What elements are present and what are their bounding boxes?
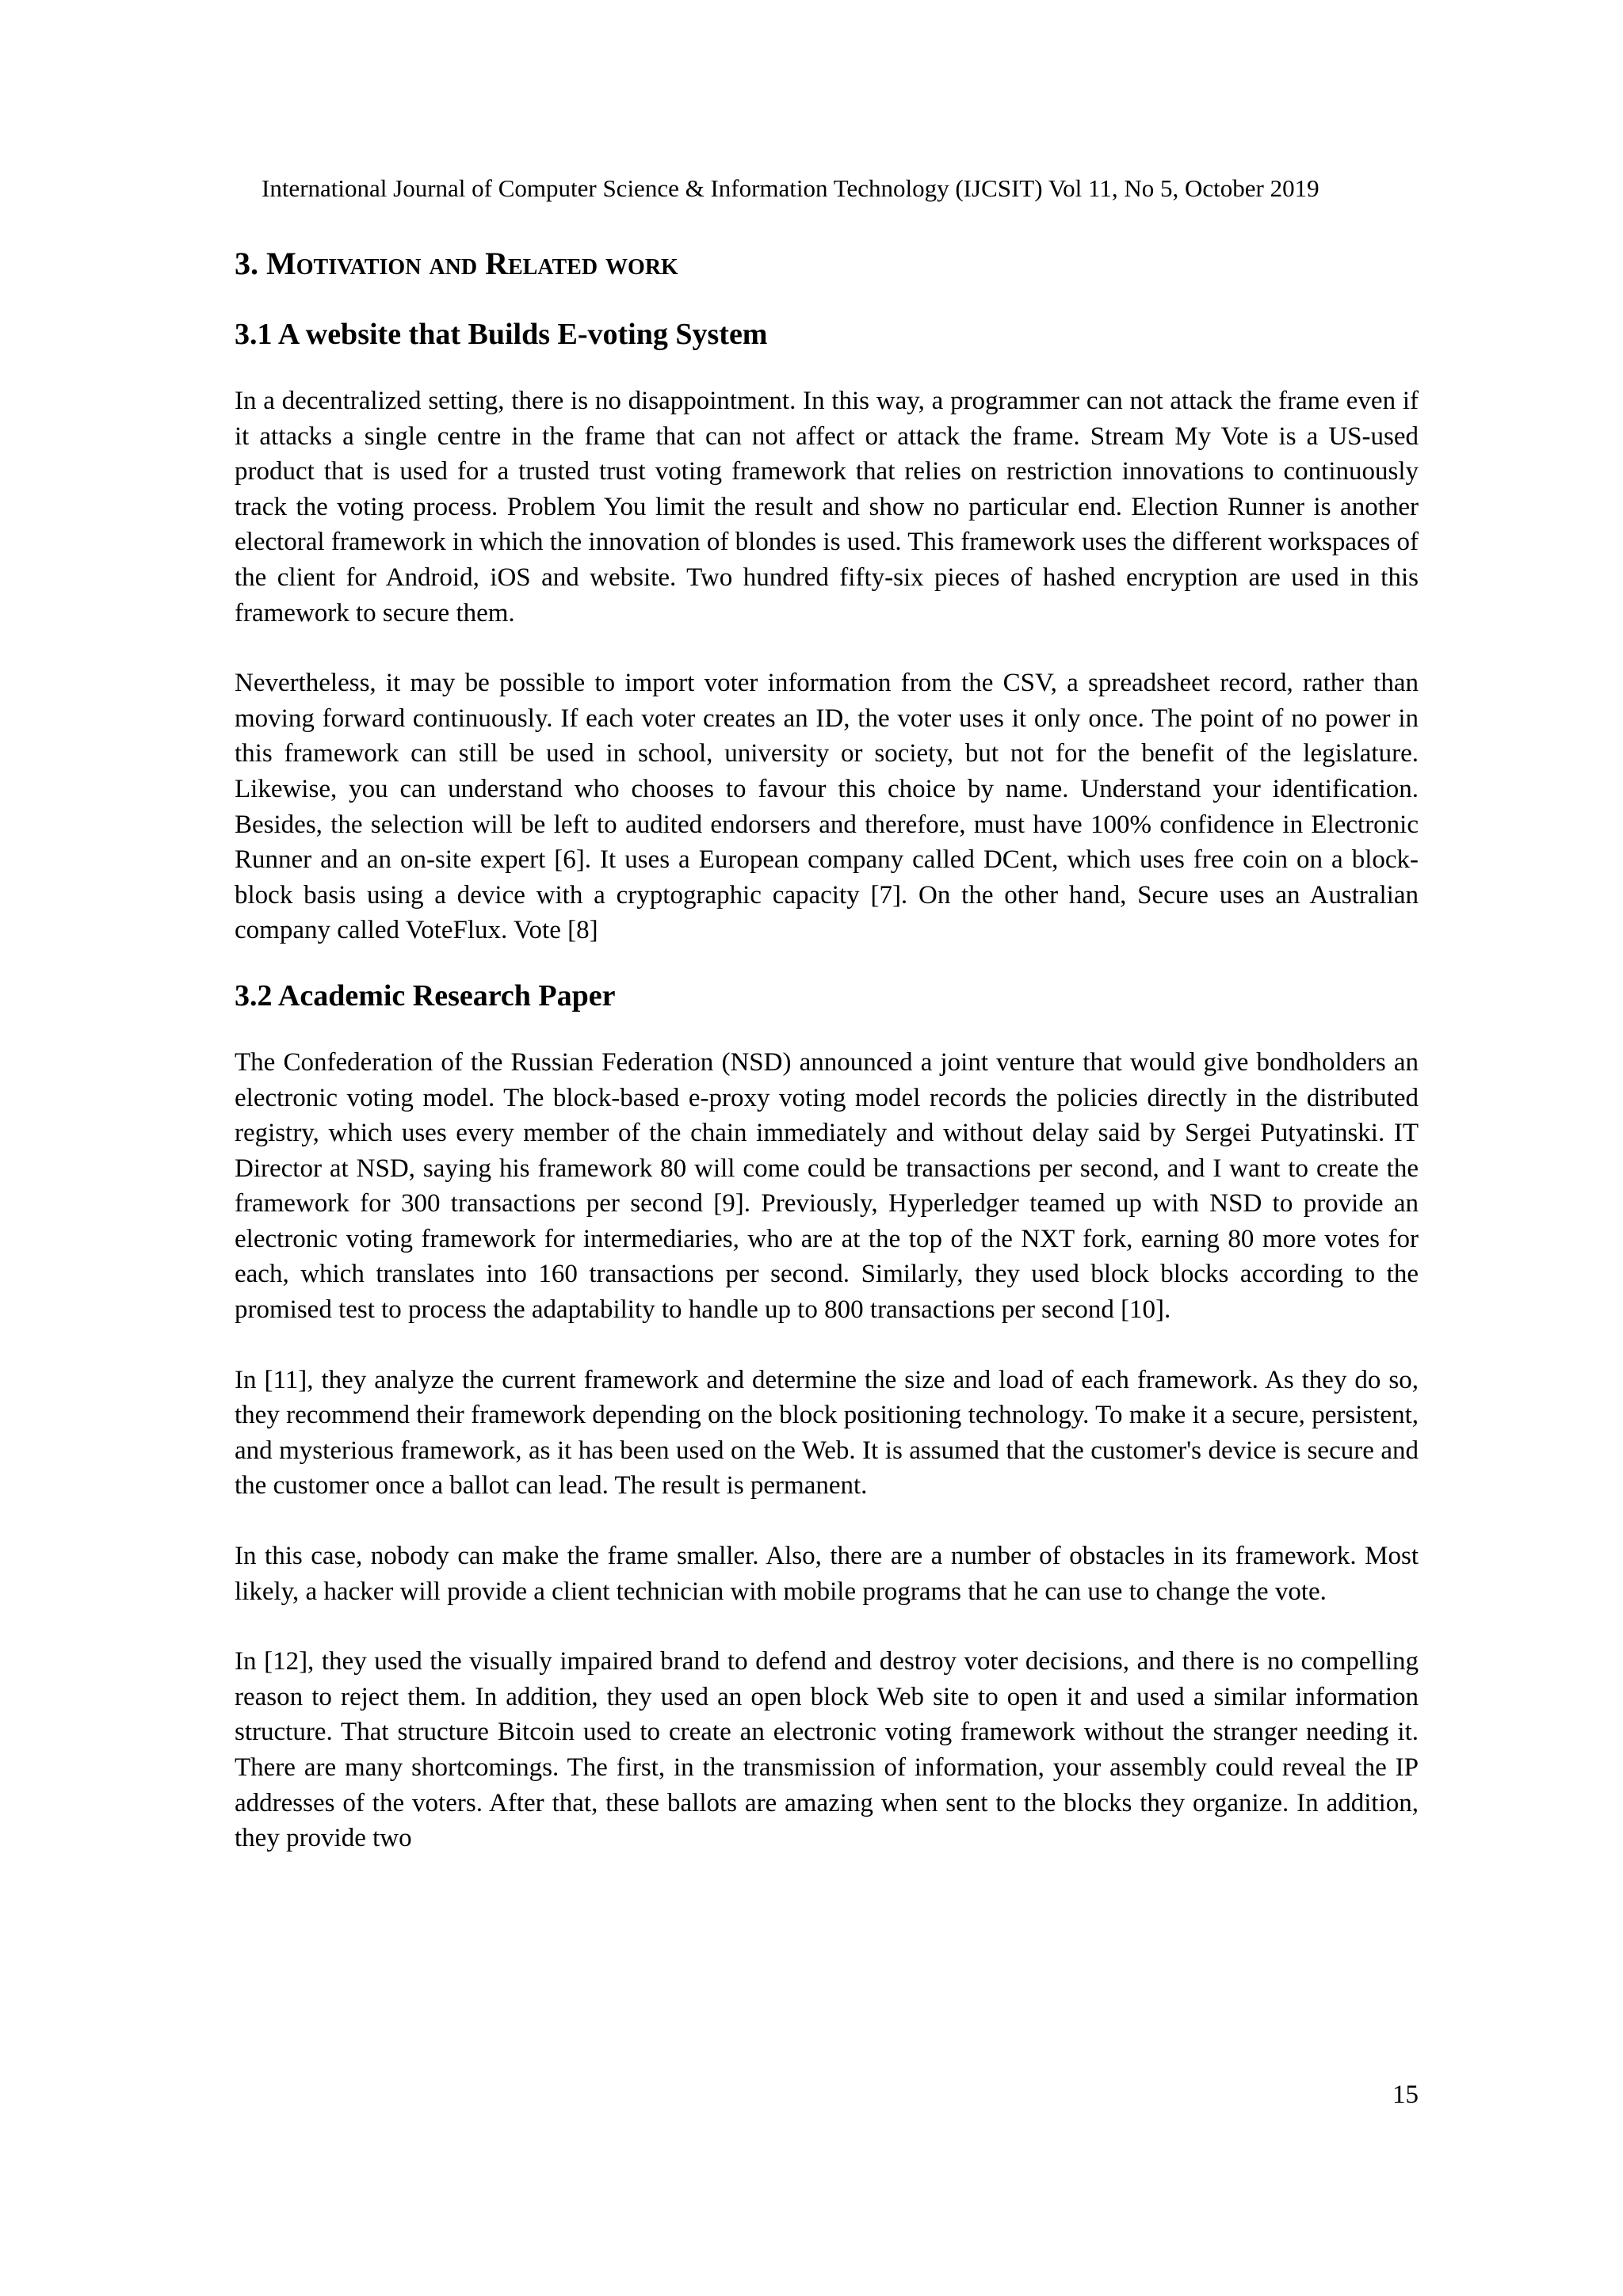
subsection-heading-3-1: 3.1 A website that Builds E-voting System: [235, 318, 768, 351]
paragraph: In [11], they analyze the current framework and determine the size and load of each framework. As they do so, they recommend their framework depending on the block positioning technology. To make it a secure, persistent, and mysterious framework, as it has been used on the Web. It is assumed that the customer's device is secure and the customer once a ballot can lead. The result is permanent.: [235, 1365, 1419, 1501]
paragraph: In this case, nobody can make the frame smaller. Also, there are a number of obstacles in its framework. Most likely, a hacker will provide a client technician with mobile programs that he can use to change the vote.: [235, 1542, 1419, 1606]
paragraph: In a decentralized setting, there is no disappointment. In this way, a programmer can not attack the frame even if it attacks a single centre in the frame that can not affect or attack the frame. Stream My Vote is a US-used product that is used for a trusted trust voting framework that relies on restriction innovations to continuously track the voting process. Problem You limit the result and show no particular end. Election Runner is another electoral framework in which the innovation of blondes is used. This framework uses the different workspaces of the client for Android, iOS and website. Two hundred fifty-six pieces of hashed encryption are used in this framework to secure them.: [235, 387, 1419, 627]
running-header: International Journal of Computer Science & Information Technology (IJCSIT) Vol 11, No 5, October 2019: [262, 174, 1319, 202]
paragraph: Nevertheless, it may be possible to import voter information from the CSV, a spreadsheet record, rather than moving forward continuously. If each voter creates an ID, the voter uses it only once. The point of no power in this framework can still be used in school, university or society, but not for the benefit of the legislature. Likewise, you can understand who chooses to favour this choice by name. Understand your identification. Besides, the selection will be left to audited endorsers and therefore, must have 100% confidence in Electronic Runner and an on-site expert [6]. It uses a European company called DCent, which uses free coin on a block-block basis using a device with a cryptographic capacity [7]. On the other hand, Secure uses an Australian company called VoteFlux. Vote [8]: [235, 669, 1419, 945]
paragraph: The Confederation of the Russian Federation (NSD) announced a joint venture that would give bondholders an electronic voting model. The block-based e-proxy voting model records the policies directly in the distributed registry, which uses every member of the chain immediately and without delay said by Sergei Putyatinski. IT Director at NSD, saying his framework 80 will come could be transactions per second, and I want to create the framework for 300 transactions per second [9]. Previously, Hyperledger teamed up with NSD to provide an electronic voting framework for intermediaries, who are at the top of the NXT fork, earning 80 more votes for each, which translates into 160 transactions per second. Similarly, they used block blocks according to the promised test to process the adaptability to handle up to 800 transactions per second [10].: [235, 1047, 1419, 1325]
page-number: 15: [1392, 2081, 1419, 2109]
page-content: [235, 244, 1419, 1891]
subsection-heading-3-2: 3.2 Academic Research Paper: [235, 978, 616, 1013]
section-heading: 3. Motivation and Related work: [235, 246, 678, 281]
paragraph: In [12], they used the visually impaired brand to defend and destroy voter decisions, and there is no compelling reason to reject them. In addition, they used an open block Web site to open it and used a similar information structure. That structure Bitcoin used to create an electronic voting framework without the stranger needing it. There are many shortcomings. The first, in the transmission of information, your assembly could reveal the IP addresses of the voters. After that, these ballots are amazing when sent to the blocks they organize. In addition, they provide two: [235, 1647, 1419, 1853]
